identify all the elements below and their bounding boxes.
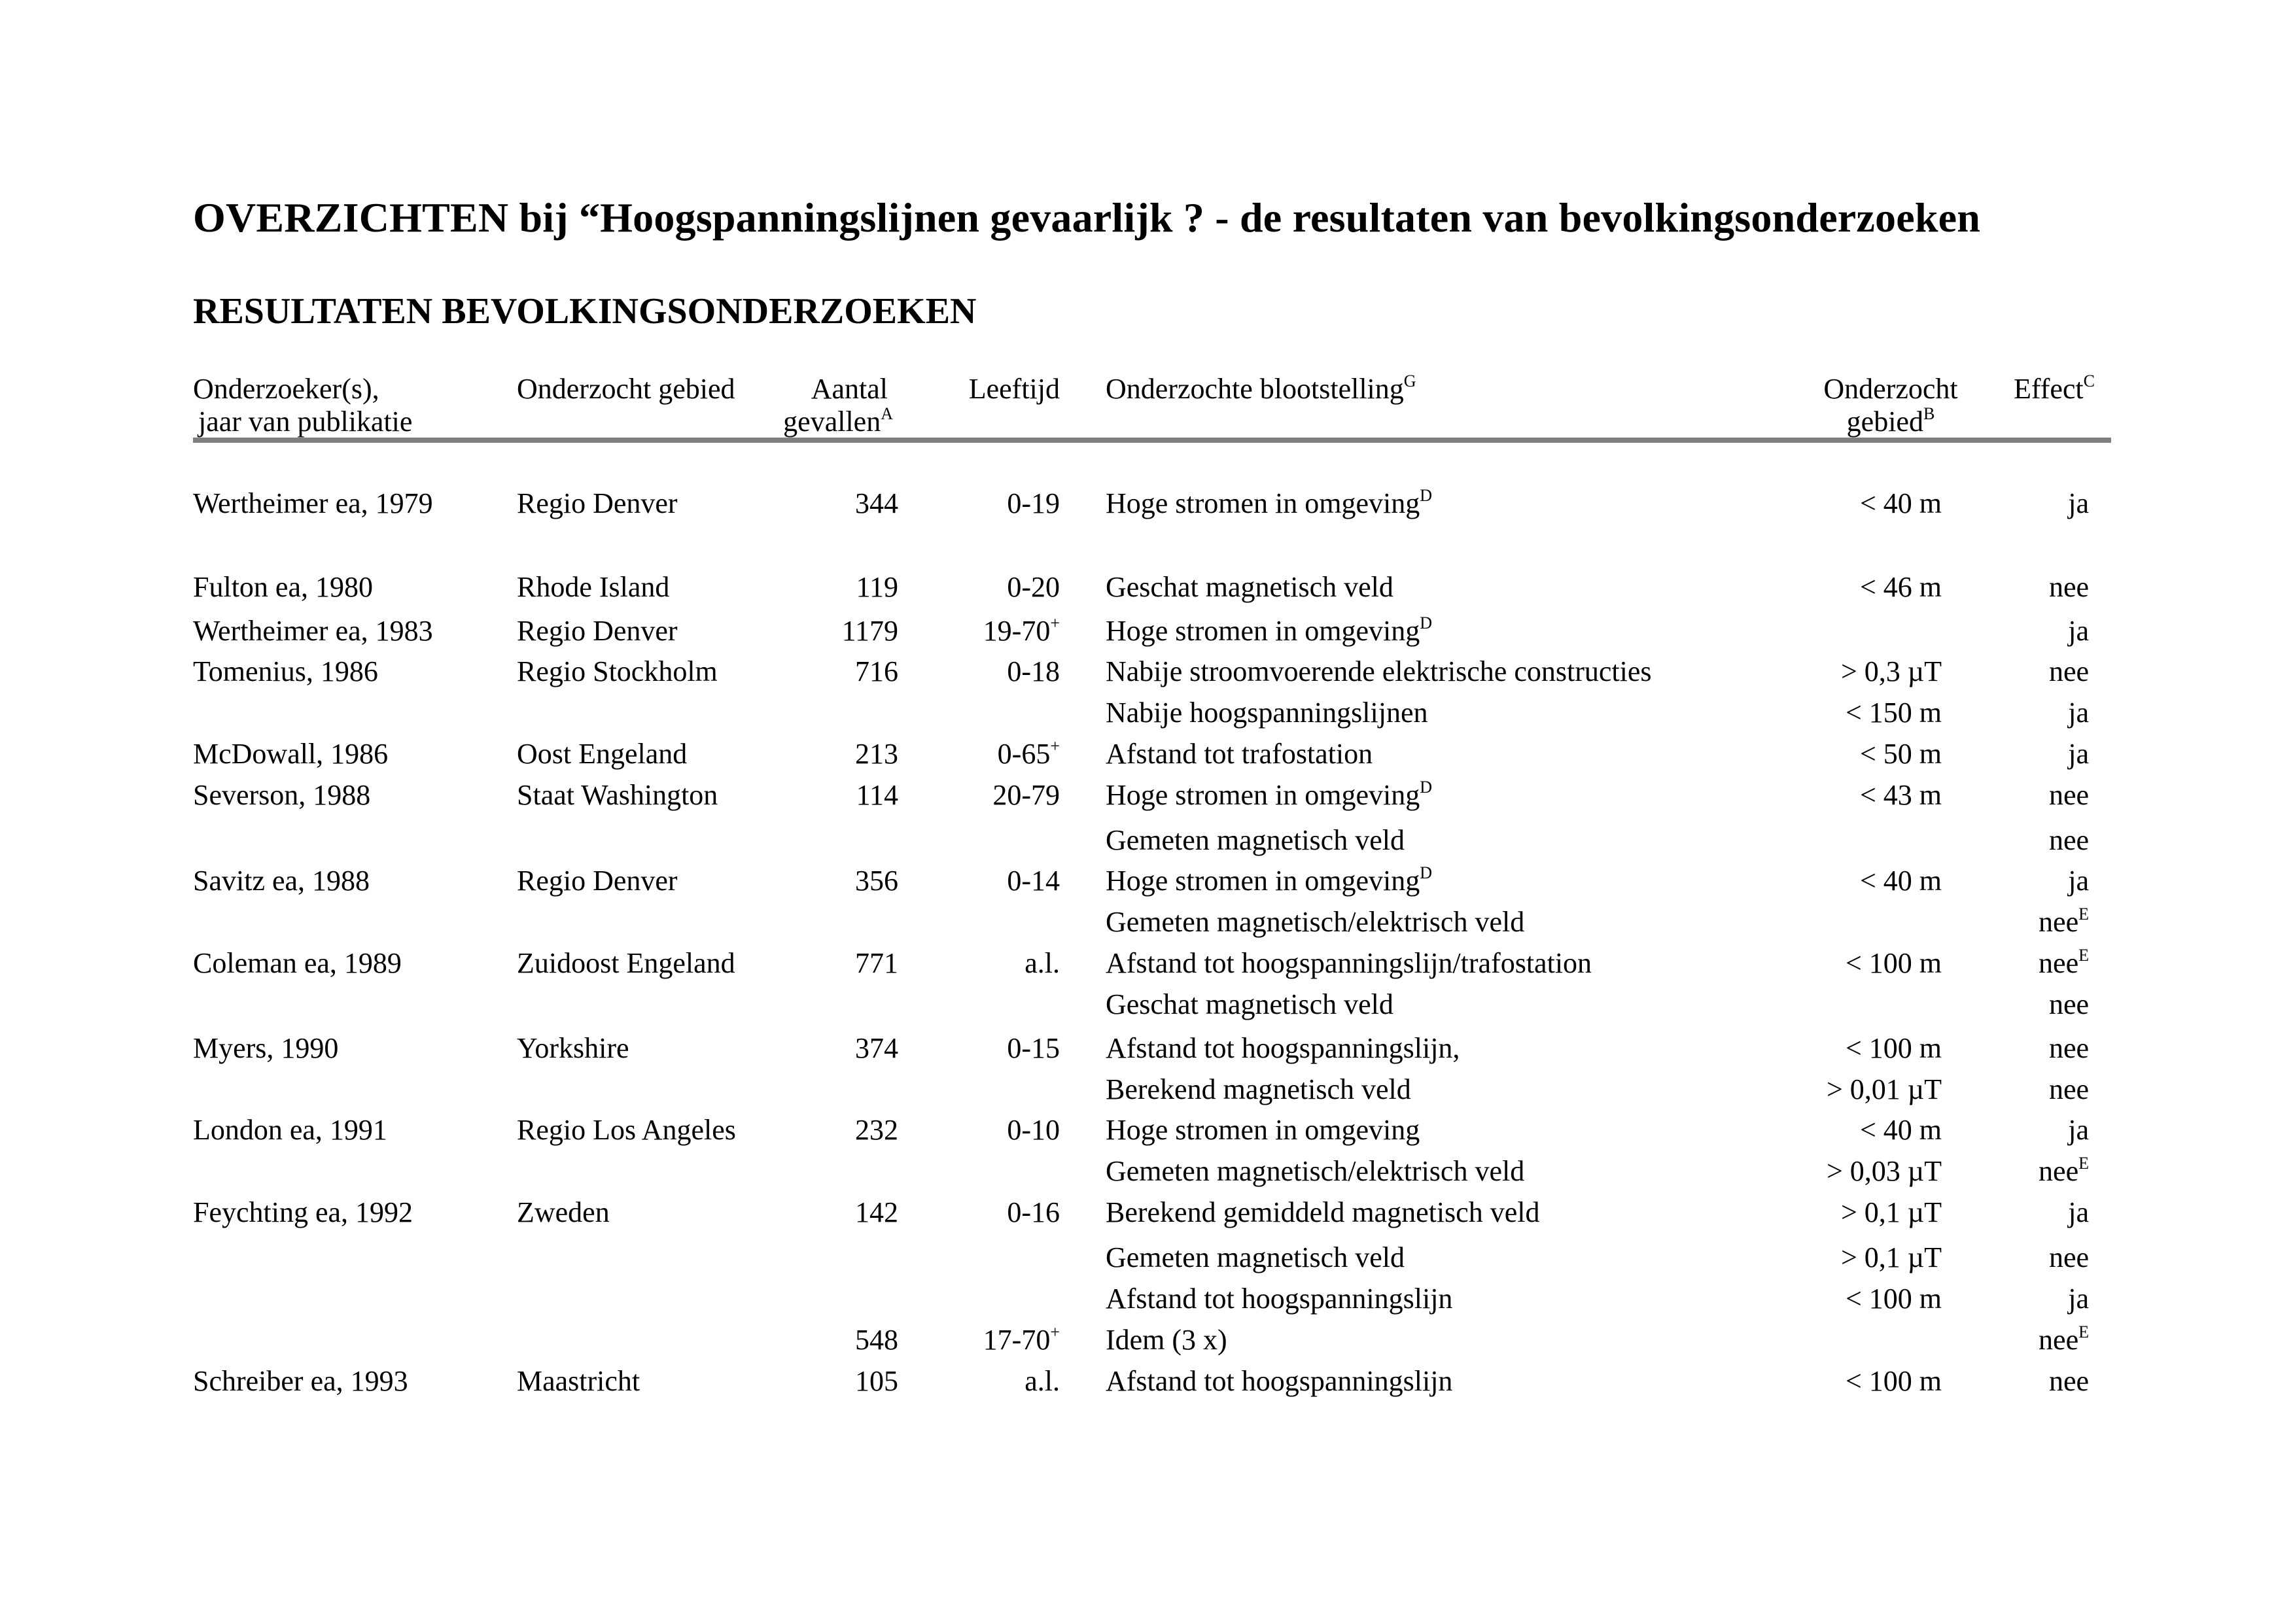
cell-age: 19-70+ [983,613,1060,647]
header-effect: Effect$^C$ [2013,371,2095,405]
cell-distance: < 50 m [1859,738,1942,770]
cell-distance: > 0,01 µT [1826,1073,1942,1105]
cell-cases: 344 [855,487,898,519]
cell-exposure: Hoge stromen in omgeving$^D$ [1106,613,1433,647]
cell-distance: < 40 m [1859,865,1942,897]
cell-effect: nee$^E$ [2039,905,2089,938]
cell-cases: 1179 [841,615,898,647]
exposure-footnote: D [1420,778,1433,797]
cell-effect: nee [2048,1032,2089,1064]
cell-effect: nee [2048,655,2089,687]
cell-exposure: Gemeten magnetisch veld [1106,824,1405,856]
cell-effect: ja [2068,1114,2089,1146]
cell-distance: > 0,1 µT [1840,1241,1942,1273]
cell-effect: nee [2048,1073,2089,1105]
cell-distance: < 100 m [1845,947,1942,979]
cell-cases: 548 [855,1324,898,1356]
cell-cases: 232 [855,1114,898,1146]
cell-age: 0-19 [1007,487,1060,519]
cell-area: Regio Denver [517,865,678,897]
cell-cases: 142 [855,1196,898,1228]
age-superscript: + [1050,1322,1060,1341]
cell-distance: < 100 m [1845,1365,1942,1397]
cell-age: 0-16 [1007,1196,1060,1228]
header-region: Onderzocht gebied$^B$ [1823,373,1958,438]
header-cases: Aantal gevallen$^A$ [783,373,893,438]
cell-researcher: Feychting ea, 1992 [193,1196,413,1228]
age-superscript: + [1050,736,1060,755]
cell-researcher: Schreiber ea, 1993 [193,1365,408,1397]
cell-exposure: Gemeten magnetisch/elektrisch veld [1106,1155,1525,1187]
cell-exposure: Afstand tot hoogspanningslijn, [1106,1032,1460,1064]
effect-footnote: E [2078,1154,2089,1173]
cell-researcher: Wertheimer ea, 1983 [193,615,433,647]
page-title: OVERZICHTEN bij “Hoogspanningslijnen gevaarlijk ? - de resultaten van bevolkingsonderzoeken [193,194,1981,241]
cell-effect: nee$^E$ [2039,946,2089,979]
cell-age: 0-18 [1007,655,1060,687]
cell-exposure: Gemeten magnetisch/elektrisch veld [1106,906,1525,938]
cell-exposure: Geschat magnetisch veld [1106,988,1393,1020]
cell-area: Zweden [517,1196,610,1228]
cell-exposure: Hoge stromen in omgeving$^D$ [1106,486,1433,519]
cell-effect: ja [2068,487,2089,519]
cell-exposure: Hoge stromen in omgeving [1106,1114,1420,1146]
cell-age: 0-20 [1007,571,1060,603]
cell-age: a.l. [1025,1365,1060,1397]
cell-effect: ja [2068,697,2089,729]
cell-exposure: Gemeten magnetisch veld [1106,1241,1405,1273]
age-superscript: + [1050,613,1060,632]
cell-exposure: Idem (3 x) [1106,1324,1227,1356]
cell-area: Staat Washington [517,779,718,811]
header-area: Onderzocht gebied [517,373,735,405]
cell-exposure: Afstand tot hoogspanningslijn [1106,1283,1453,1315]
cell-effect: nee [2048,571,2089,603]
header-exposure: Onderzochte blootstelling$^G$ [1106,371,1416,405]
cell-cases: 119 [856,571,898,603]
effect-footnote: E [2078,1322,2089,1341]
cell-researcher: London ea, 1991 [193,1114,387,1146]
cell-age: 0-65+ [997,736,1060,770]
section-title: RESULTATEN BEVOLKINGSONDERZOEKEN [193,291,977,332]
cell-cases: 213 [855,738,898,770]
cell-exposure: Hoge stromen in omgeving$^D$ [1106,778,1433,811]
header-researchers: Onderzoeker(s), jaar van publikatie [193,373,413,438]
cell-distance: > 0,3 µT [1840,655,1942,687]
cell-researcher: Myers, 1990 [193,1032,339,1064]
cell-researcher: Savitz ea, 1988 [193,865,370,897]
header-divider [193,438,2111,443]
cell-distance: > 0,1 µT [1840,1196,1942,1228]
cell-distance: > 0,03 µT [1826,1155,1942,1187]
cell-effect: ja [2068,865,2089,897]
cell-area: Maastricht [517,1365,640,1397]
cell-exposure: Geschat magnetisch veld [1106,571,1393,603]
cell-area: Regio Los Angeles [517,1114,736,1146]
cell-researcher: Wertheimer ea, 1979 [193,487,433,519]
header-age: Leeftijd [968,373,1060,405]
effect-footnote: E [2078,946,2089,965]
cell-researcher: Severson, 1988 [193,779,371,811]
effect-footnote: E [2078,905,2089,924]
cell-exposure: Afstand tot trafostation [1106,738,1373,770]
cell-cases: 105 [855,1365,898,1397]
cell-exposure: Afstand tot hoogspanningslijn/trafostation [1106,947,1592,979]
cell-age: 20-79 [992,779,1060,811]
cell-distance: < 40 m [1859,1114,1942,1146]
cell-effect: nee [2048,1241,2089,1273]
cell-distance: < 40 m [1859,487,1942,519]
exposure-footnote: D [1420,613,1433,632]
cell-cases: 114 [856,779,898,811]
cell-effect: nee [2048,824,2089,856]
cell-effect: nee$^E$ [2039,1154,2089,1187]
cell-distance: < 46 m [1859,571,1942,603]
cell-exposure: Hoge stromen in omgeving$^D$ [1106,863,1433,897]
cell-researcher: Coleman ea, 1989 [193,947,402,979]
cell-area: Regio Stockholm [517,655,718,687]
cell-cases: 356 [855,865,898,897]
cell-cases: 374 [855,1032,898,1064]
cell-area: Regio Denver [517,615,678,647]
cell-exposure: Nabije stroomvoerende elektrische constructies [1106,655,1652,687]
cell-exposure: Afstand tot hoogspanningslijn [1106,1365,1453,1397]
cell-exposure: Berekend gemiddeld magnetisch veld [1106,1196,1540,1228]
cell-researcher: Fulton ea, 1980 [193,571,373,603]
cell-effect: ja [2068,738,2089,770]
cell-age: 17-70+ [983,1322,1060,1356]
cell-distance: < 100 m [1845,1283,1942,1315]
cell-age: 0-15 [1007,1032,1060,1064]
cell-effect: nee$^E$ [2039,1322,2089,1356]
cell-effect: nee [2048,1365,2089,1397]
cell-distance: < 150 m [1845,697,1942,729]
cell-effect: nee [2048,779,2089,811]
cell-effect: ja [2068,615,2089,647]
exposure-footnote: D [1420,863,1433,882]
cell-researcher: Tomenius, 1986 [193,655,378,687]
cell-effect: ja [2068,1283,2089,1315]
cell-area: Regio Denver [517,487,678,519]
cell-distance: < 43 m [1859,779,1942,811]
cell-exposure: Berekend magnetisch veld [1106,1073,1411,1105]
cell-age: 0-14 [1007,865,1060,897]
exposure-footnote: D [1420,486,1433,505]
cell-effect: nee [2048,988,2089,1020]
cell-cases: 771 [855,947,898,979]
cell-area: Zuidoost Engeland [517,947,735,979]
cell-researcher: McDowall, 1986 [193,738,389,770]
cell-area: Rhode Island [517,571,670,603]
cell-age: a.l. [1025,947,1060,979]
cell-cases: 716 [855,655,898,687]
cell-exposure: Nabije hoogspanningslijnen [1106,697,1428,729]
cell-distance: < 100 m [1845,1032,1942,1064]
cell-area: Yorkshire [517,1032,629,1064]
cell-effect: ja [2068,1196,2089,1228]
cell-age: 0-10 [1007,1114,1060,1146]
cell-area: Oost Engeland [517,738,688,770]
